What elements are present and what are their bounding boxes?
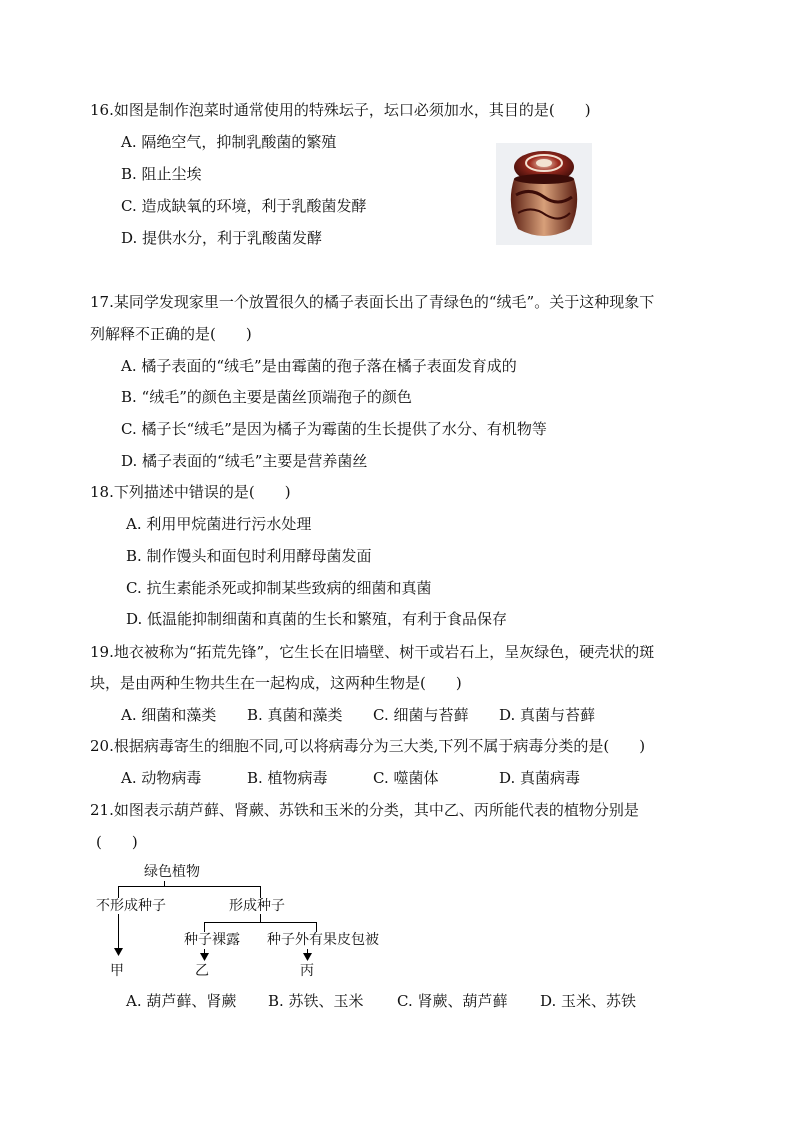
diagram-jia-arrow-line [118, 914, 119, 950]
q21-option-c: C. 肾蕨、葫芦藓 [397, 992, 508, 1010]
diagram-yi-label: 乙 [195, 963, 209, 979]
diagram-level2-bar [204, 922, 316, 923]
q17-option-d: D. 橘子表面的“绒毛”主要是营养菌丝 [121, 452, 368, 470]
q18-option-b: B. 制作馒头和面包时利用酵母菌发面 [126, 547, 372, 565]
diagram-seed-stem [260, 914, 261, 922]
q18-stem: 18.下列描述中错误的是( ) [90, 483, 291, 501]
q16-option-a: A. 隔绝空气，抑制乳酸菌的繁殖 [121, 133, 337, 151]
q21-option-a: A. 葫芦藓、肾蕨 [126, 992, 237, 1010]
q16-option-b: B. 阻止尘埃 [121, 165, 202, 183]
q19-option-d: D. 真菌与苔藓 [499, 706, 596, 724]
q18-option-c: C. 抗生素能杀死或抑制某些致病的细菌和真菌 [126, 579, 432, 597]
q19-stem-line-1: 19.地衣被称为“拓荒先锋”，它生长在旧墙壁、树干或岩石上，呈灰绿色，硬壳状的斑 [90, 643, 655, 661]
q20-option-c: C. 噬菌体 [373, 769, 439, 787]
diagram-bing-arrowhead [303, 953, 312, 961]
diagram-covered-drop [316, 922, 317, 932]
diagram-naked-seed-label: 种子裸露 [184, 932, 240, 948]
diagram-covered-seed-label: 种子外有果皮包被 [267, 932, 379, 948]
diagram-right-drop [260, 886, 261, 898]
q17-option-c: C. 橘子长“绒毛”是因为橘子为霉菌的生长提供了水分、有机物等 [121, 420, 547, 438]
q16-option-c: C. 造成缺氧的环境，利于乳酸菌发酵 [121, 197, 367, 215]
diagram-level1-bar [118, 886, 260, 887]
q21-option-b: B. 苏铁、玉米 [268, 992, 364, 1010]
q20-option-b: B. 植物病毒 [247, 769, 328, 787]
diagram-root-label: 绿色植物 [144, 864, 200, 880]
q17-stem-line-2: 列解释不正确的是( ) [90, 325, 252, 343]
q20-stem: 20.根据病毒寄生的细胞不同,可以将病毒分为三大类,下列不属于病毒分类的是( ) [90, 737, 646, 755]
q16-stem: 16.如图是制作泡菜时通常使用的特殊坛子，坛口必须加水，其目的是( ) [90, 101, 591, 119]
q20-option-d: D. 真菌病毒 [499, 769, 581, 787]
q17-option-b: B. “绒毛”的颜色主要是菌丝顶端孢子的颜色 [121, 388, 412, 406]
q19-option-a: A. 细菌和藻类 [121, 706, 217, 724]
q19-option-b: B. 真菌和藻类 [247, 706, 343, 724]
q21-stem-line-2: ( ) [96, 833, 138, 851]
q19-stem-line-2: 块，是由两种生物共生在一起构成，这两种生物是( ) [90, 674, 462, 692]
diagram-jia-label: 甲 [110, 963, 124, 979]
q17-stem-line-1: 17.某同学发现家里一个放置很久的橘子表面长出了青绿色的“绒毛”。关于这种现象下 [90, 293, 655, 311]
diagram-yi-arrowhead [200, 953, 209, 961]
diagram-seed-label: 形成种子 [229, 898, 285, 914]
diagram-bing-label: 丙 [300, 963, 314, 979]
q18-option-a: A. 利用甲烷菌进行污水处理 [126, 515, 312, 533]
q19-option-c: C. 细菌与苔藓 [373, 706, 469, 724]
q20-option-a: A. 动物病毒 [121, 769, 202, 787]
diagram-left-drop [118, 886, 119, 898]
q16-option-d: D. 提供水分，利于乳酸菌发酵 [121, 229, 323, 247]
diagram-jia-arrowhead [114, 948, 123, 956]
q21-stem-line-1: 21.如图表示葫芦藓、肾蕨、苏铁和玉米的分类，其中乙、丙所能代表的植物分别是 [90, 801, 639, 819]
pickle-jar-image [496, 143, 592, 245]
q17-option-a: A. 橘子表面的“绒毛”是由霉菌的孢子落在橘子表面发育成的 [121, 357, 517, 375]
diagram-naked-drop [204, 922, 205, 932]
q21-option-d: D. 玉米、苏铁 [540, 992, 637, 1010]
q18-option-d: D. 低温能抑制细菌和真菌的生长和繁殖，有利于食品保存 [126, 610, 508, 628]
diagram-no-seed-label: 不形成种子 [96, 898, 166, 914]
